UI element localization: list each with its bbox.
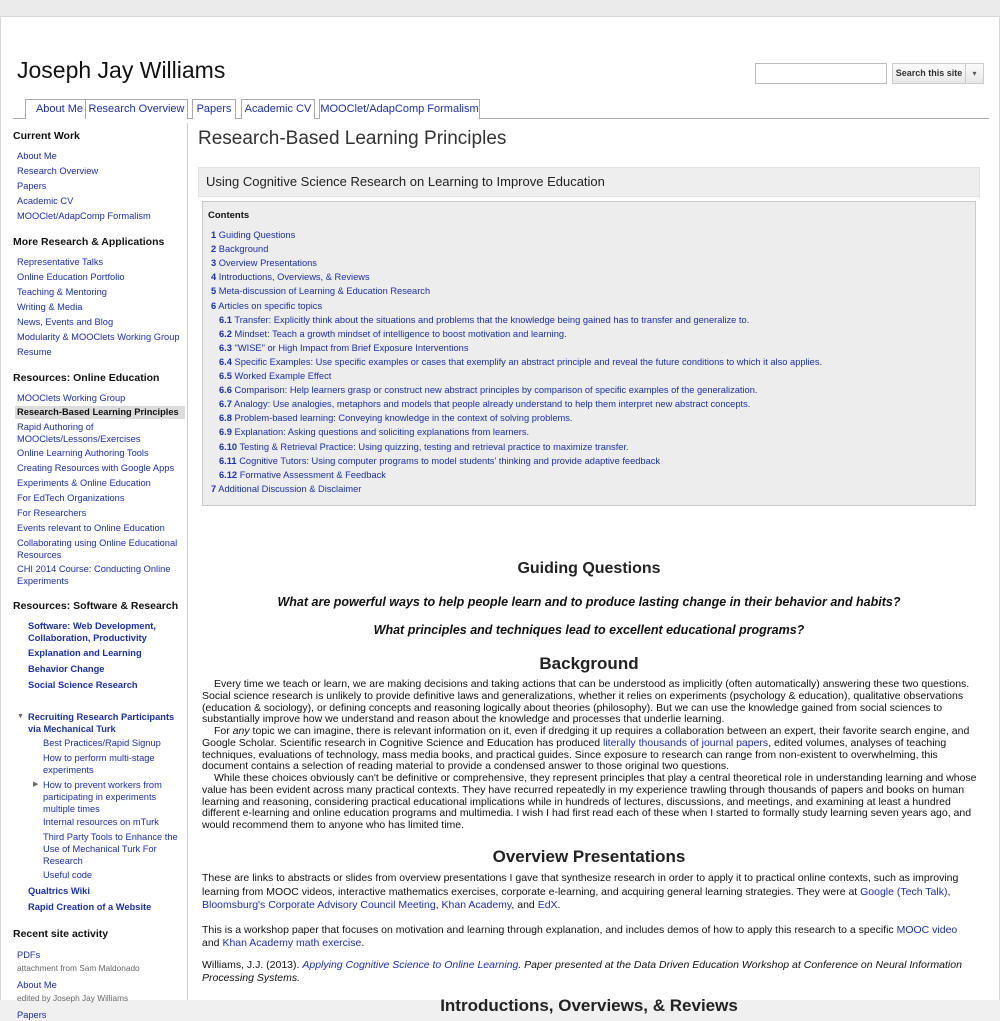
page-subtitle: Using Cognitive Science Research on Learning to Improve Education — [198, 167, 980, 197]
sidebar-subitem-internal-resources[interactable]: Internal resources on mTurk — [43, 817, 159, 827]
search-button[interactable]: Search this site — [892, 63, 966, 84]
main-content — [198, 123, 988, 1015]
toc-item-number: 7 — [211, 483, 217, 494]
toc-item-label: Background — [218, 244, 269, 255]
toc-item-number: 6.11 — [219, 455, 237, 466]
toc-item-number: 6.8 — [219, 413, 232, 424]
toc-item-number: 6.6 — [219, 385, 232, 396]
toc-item-label: "WISE" or High Impact from Brief Exposure Interventions — [234, 342, 469, 353]
sidebar-item-teaching[interactable]: Teaching & Mentoring — [17, 287, 107, 297]
activity-item-title[interactable]: PDFs — [17, 950, 41, 960]
text-run: , edited volumes, analyses of teaching techniques, evaluations of technology, mass media books, and practical guides. Since exposure to research can range from non-existent to overwhelming, this document contains a selection of reading material to provide a condensed answer to those original two questions. — [202, 736, 947, 773]
sidebar-item-recruiting-mturk[interactable]: Recruiting Research Participants via Mechanical Turk — [28, 712, 175, 734]
sidebar-item-chi-course[interactable]: CHI 2014 Course: Conducting Online Experiments — [17, 564, 171, 586]
toc-item-label: Cognitive Tutors: Using computer programs to model students' thinking and provide adaptive feedback — [239, 455, 661, 466]
toc-item[interactable] — [219, 427, 529, 437]
text-run: These are links to abstracts or slides from overview presentations I gave that synthesize research in order to apply it to practical online contexts, such as improving learning from MOOC videos, interactive mathematics exercises, corporate e-learning, and acquiring general learning strategies. They were at — [202, 872, 959, 898]
sidebar-item-writing[interactable]: Writing & Media — [17, 302, 83, 312]
toc-item-label: Problem-based learning: Conveying knowledge in the context of solving problems. — [234, 413, 573, 424]
toc-item-label: Worked Example Effect — [234, 371, 332, 381]
toc-item-number: 6.10 — [219, 441, 238, 452]
toc-item-number: 1 — [211, 230, 217, 240]
toc-item[interactable] — [219, 385, 757, 395]
top-nav-tabs — [13, 98, 989, 119]
bloomsburg-link[interactable]: Bloomsburg's Corporate Advisory Council Meeting — [202, 899, 436, 911]
toc-item[interactable] — [211, 484, 361, 494]
sidebar-item-researchers[interactable]: For Researchers — [17, 508, 87, 518]
toc-item-number: 4 — [211, 272, 217, 283]
expand-arrow-icon[interactable]: ▼ — [17, 713, 24, 720]
google-tech-talk-link[interactable]: Google (Tech Talk) — [860, 885, 948, 898]
sidebar-heading-current-work: Current Work — [13, 130, 80, 142]
toc-item-number: 2 — [211, 244, 217, 255]
toc-item-label: Meta-discussion of Learning & Education Research — [218, 286, 431, 297]
toc-item-number: 3 — [211, 258, 217, 269]
sidebar-item-social-science[interactable]: Social Science Research — [28, 680, 138, 690]
toc-item[interactable] — [211, 258, 317, 268]
guiding-question: What principles and techniques lead to excellent educational programs? — [373, 623, 805, 637]
sidebar-item-qualtrics[interactable]: Qualtrics Wiki — [28, 886, 90, 896]
tab-about-me[interactable]: About Me — [25, 99, 94, 119]
toc-item-label: Formative Assessment & Feedback — [239, 469, 386, 480]
toc-item[interactable] — [211, 230, 295, 240]
toc-item-label: Introductions, Overviews, & Reviews — [218, 272, 370, 283]
sidebar-item-resume[interactable]: Resume — [17, 347, 52, 357]
sidebar-subitem-multi-stage[interactable]: How to perform multi-stage experiments — [43, 753, 155, 775]
background-paragraph — [202, 726, 977, 773]
site-title[interactable]: Joseph Jay Williams — [17, 57, 226, 83]
sidebar-item-behavior-change[interactable]: Behavior Change — [28, 664, 105, 674]
background-paragraph: Every time we teach or learn, we are making decisions and taking actions that can be understood as implicitly (often automatically) answering these two questions. Social science research is unlikely to provide definitive laws and generalizations, whether it relies on experiments (psychology & education), qualitative observations (education & sociology), or defining concepts and reasoning logically about theories (philosophy). But we can use the knowledge gained from social sciences to substantially improve how we understand and reason about the knowledge and processes that underlie learning. — [202, 678, 970, 726]
sidebar-item-portfolio[interactable]: Online Education Portfolio — [17, 272, 125, 282]
toc-item-number: 6.3 — [219, 342, 232, 353]
toc-item[interactable] — [219, 329, 567, 339]
toc-item-label: Articles on specific topics — [218, 300, 323, 311]
sidebar-item-rapid-website[interactable]: Rapid Creation of a Website — [28, 902, 152, 912]
toc-item[interactable] — [219, 371, 331, 381]
sidebar-item-collaborating[interactable]: Collaborating using Online Educational Resources — [17, 538, 178, 560]
sidebar-item-modularity[interactable]: Modularity & MOOClets Working Group — [17, 332, 180, 342]
search-input[interactable] — [755, 63, 887, 84]
tab-papers[interactable]: Papers — [192, 99, 236, 119]
toc-item-number: 6.9 — [219, 427, 232, 438]
toc-title: Contents — [208, 210, 250, 221]
text-run: For — [214, 725, 233, 737]
mooc-video-link[interactable]: MOOC video — [896, 924, 958, 936]
toc-item-number: 6.7 — [219, 399, 232, 410]
workshop-paragraph — [202, 924, 977, 949]
sidebar-item-about-me[interactable]: About Me — [17, 151, 57, 161]
sidebar-heading-online-education: Resources: Online Education — [13, 372, 160, 384]
text-run: Williams, J.J. (2013). — [202, 959, 303, 971]
sidebar-item-mooclet-formalism[interactable]: MOOClet/AdapComp Formalism — [17, 211, 151, 221]
tab-mooclet-formalism[interactable]: MOOClet/AdapComp Formalism — [319, 99, 480, 119]
activity-item-title[interactable]: About Me — [17, 980, 57, 990]
sidebar-item-research-overview[interactable]: Research Overview — [17, 166, 99, 176]
sidebar-item-edtech[interactable]: For EdTech Organizations — [17, 493, 125, 503]
guiding-question: What are powerful ways to help people learn and to produce lasting change in their behavior and habits? — [277, 595, 901, 609]
sidebar-heading-recent-activity: Recent site activity — [13, 928, 109, 940]
search-options-dropdown[interactable] — [966, 63, 984, 84]
toc-item-number: 6.4 — [219, 356, 232, 367]
toc-item-number: 6.2 — [219, 328, 232, 339]
journal-papers-link[interactable]: literally thousands of journal papers — [603, 736, 769, 749]
citation — [202, 959, 977, 984]
toc-item-number: 6.12 — [219, 469, 238, 480]
toc-item[interactable] — [211, 301, 322, 311]
citation-paper-link[interactable]: Applying Cognitive Science to Online Learning — [302, 959, 519, 971]
khan-exercise-link[interactable]: Khan Academy math exercise — [222, 936, 362, 949]
sidebar-item-events[interactable]: Events relevant to Online Education — [17, 523, 165, 533]
sidebar-item-explanation[interactable]: Explanation and Learning — [28, 648, 142, 658]
tab-academic-cv[interactable]: Academic CV — [241, 99, 315, 119]
khan-academy-link[interactable]: Khan Academy — [441, 899, 512, 911]
toc-item-label: Guiding Questions — [218, 230, 296, 240]
browser-top-strip — [0, 0, 1000, 17]
text-run: , and — [511, 899, 538, 911]
sidebar-heading-software-research: Resources: Software & Research — [13, 600, 179, 612]
background-paragraph: While these choices obviously can't be definitive or comprehensive, they represent principles that play a central theoretical role in understanding learning and whose value has been evident across many practical contexts. They have recurred repeatedly in my experience trawling through thousands of papers and books on human learning and reasoning, considering practical educational implications while in hundreds of lectures, discussions, and meetings, and examining at least a hundred different e-learning and online education programs and multimedia. I wish I had first read each of these when I started to formally study learning seven years ago, and would recommend them to anyone who has limited time. — [202, 772, 977, 832]
toc-item[interactable] — [219, 470, 386, 480]
sidebar — [13, 123, 188, 1020]
text-run: , — [435, 899, 442, 911]
text-run: and — [202, 936, 223, 949]
toc-item-label: Additional Discussion & Disclaimer — [218, 483, 362, 494]
toc-item[interactable] — [219, 315, 749, 325]
text-run: any — [232, 725, 250, 737]
toc-item[interactable] — [219, 456, 660, 466]
toc-item[interactable] — [211, 244, 268, 254]
sidebar-subitem-best-practices[interactable]: Best Practices/Rapid Signup — [43, 738, 161, 748]
toc-item-number: 6 — [211, 300, 217, 311]
toc-item[interactable] — [211, 286, 430, 296]
sidebar-subitem-useful-code[interactable]: Useful code — [43, 870, 93, 880]
text-run: topic we can imagine, there is relevant information on it, even if dredging it up requires a collaboration between an expert, their favorite search engine, and Google Scholar. Scientific research in Cognitive Science and Education has produced — [202, 725, 970, 749]
toc-item-label: Mindset: Teach a growth mindset of intelligence to boost motivation and learning. — [234, 328, 567, 339]
sidebar-item-software[interactable]: Software: Web Development, Collaboration, Productivity — [28, 621, 156, 643]
toc-item-number: 5 — [211, 286, 217, 297]
toc-item-number: 6.5 — [219, 371, 232, 381]
toc-item-label: Specific Examples: Use specific examples or cases that exemplify an abstract principle and reveal the future conditions to which it also applies. — [234, 356, 823, 367]
sidebar-item-mooclets-group[interactable]: MOOClets Working Group — [17, 393, 126, 403]
activity-item-title[interactable]: Papers — [17, 1010, 47, 1020]
text-run: . Paper presented at the Data Driven Education Workshop at Conference on Neural Information Processing Systems. — [202, 959, 962, 984]
toc-item[interactable] — [219, 357, 822, 367]
toc-item-label: Transfer: Explicitly think about the situations and problems that the knowledge being gained has to transfer and generalize to. — [234, 314, 750, 325]
overview-paragraph — [202, 872, 977, 913]
toc-item[interactable] — [219, 442, 629, 452]
text-run: . — [361, 936, 365, 949]
toc-item[interactable] — [219, 399, 750, 409]
heading-background: Background — [539, 654, 639, 673]
sidebar-heading-more-research: More Research & Applications — [13, 236, 165, 248]
table-of-contents — [202, 201, 976, 506]
edx-link[interactable]: EdX — [537, 899, 558, 911]
sidebar-item-papers[interactable]: Papers — [17, 181, 47, 191]
sidebar-item-talks[interactable]: Representative Talks — [17, 257, 104, 267]
activity-item-meta: attachment from Sam Maldonado — [17, 963, 140, 973]
sidebar-subitem-prevent-workers[interactable]: How to prevent workers from participating in experiments multiple times — [43, 780, 162, 814]
activity-item-meta: edited by Joseph Jay Williams — [17, 993, 129, 1003]
toc-item-label: Comparison: Help learners grasp or construct new abstract principles by comparison of specific examples of the generalization. — [234, 385, 758, 396]
toc-item-label: Explanation: Asking questions and soliciting explanations from learners. — [234, 427, 530, 438]
tab-research-overview[interactable]: Research Overview — [85, 99, 188, 119]
toc-item-label: Testing & Retrieval Practice: Using quizzing, testing and retrieval practice to maximize transfer. — [239, 441, 629, 452]
toc-item[interactable] — [219, 343, 468, 353]
text-run: , — [947, 885, 951, 898]
page-title: Research-Based Learning Principles — [198, 128, 507, 149]
heading-overview-presentations: Overview Presentations — [492, 847, 686, 866]
sidebar-item-rapid-authoring[interactable]: Rapid Authoring of MOOClets/Lessons/Exercises — [17, 422, 141, 444]
toc-item-label: Overview Presentations — [218, 258, 317, 269]
text-run: This is a workshop paper that focuses on motivation and learning through explanation, and includes demos of how to apply this research to a specific — [202, 924, 897, 936]
sidebar-item-google-apps[interactable]: Creating Resources with Google Apps — [17, 463, 175, 473]
heading-guiding-questions: Guiding Questions — [517, 560, 661, 577]
sidebar-item-academic-cv[interactable]: Academic CV — [17, 196, 74, 206]
sidebar-item-authoring-tools[interactable]: Online Learning Authoring Tools — [17, 448, 149, 458]
sidebar-subitem-third-party-tools[interactable]: Third Party Tools to Enhance the Use of Mechanical Turk For Research — [43, 832, 178, 866]
toc-item-label: Analogy: Use analogies, metaphors and models that people already understand to help them interpret new abstract concepts. — [234, 399, 751, 410]
chevron-down-icon: ▾ — [972, 69, 977, 78]
sidebar-item-experiments[interactable]: Experiments & Online Education — [17, 478, 151, 488]
toc-item-number: 6.1 — [219, 314, 232, 325]
text-run: . — [557, 899, 561, 911]
sidebar-item-news[interactable]: News, Events and Blog — [17, 317, 114, 327]
toc-item[interactable] — [211, 272, 370, 282]
toc-item[interactable] — [219, 413, 573, 423]
expand-arrow-icon[interactable]: ▶ — [33, 781, 39, 788]
heading-introductions: Introductions, Overviews, & Reviews — [440, 996, 738, 1015]
site-page — [0, 17, 1000, 1020]
sidebar-item-learning-principles[interactable]: Research-Based Learning Principles — [15, 406, 185, 419]
